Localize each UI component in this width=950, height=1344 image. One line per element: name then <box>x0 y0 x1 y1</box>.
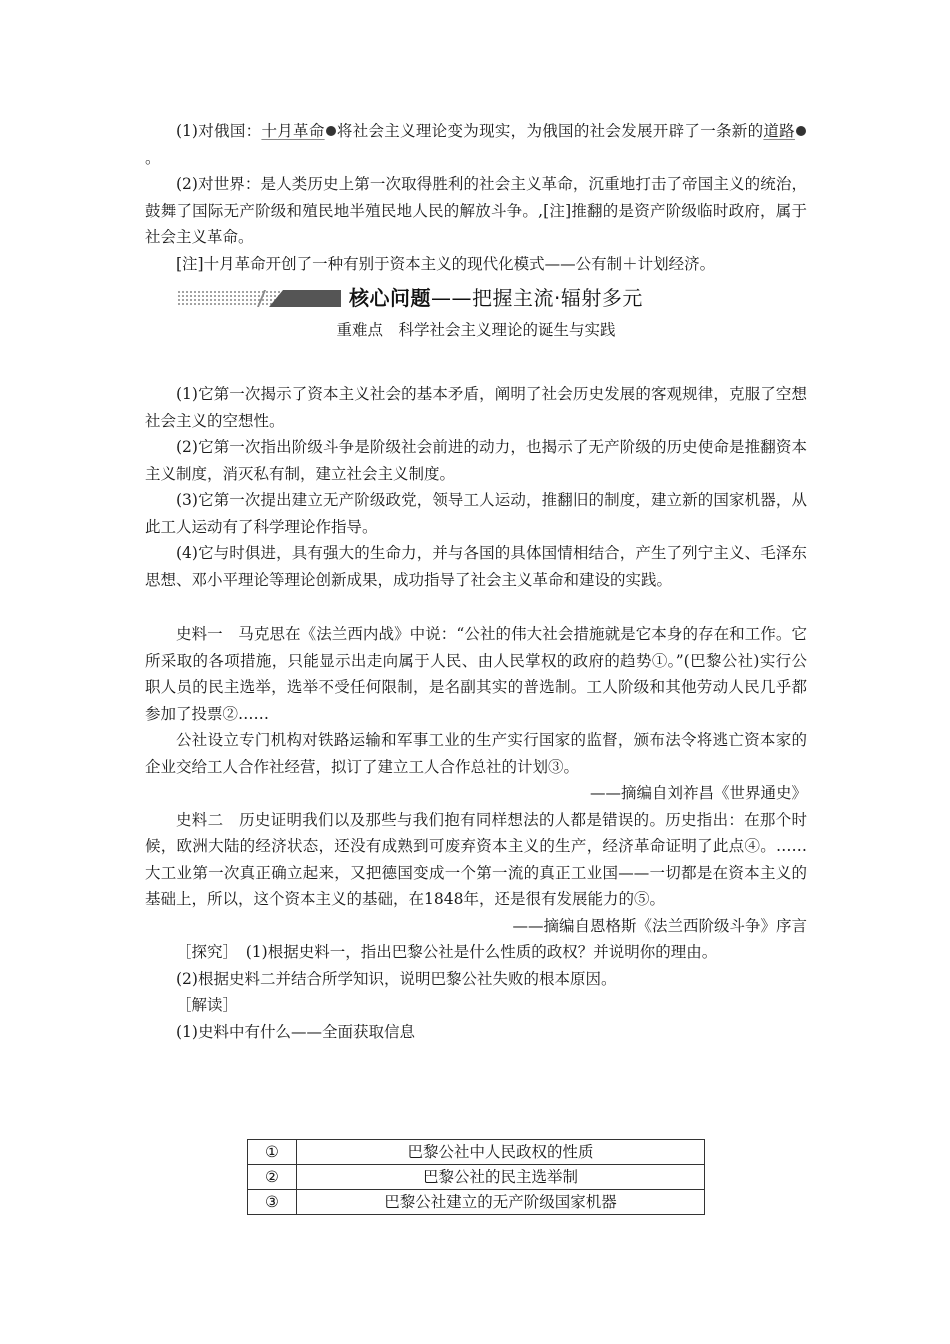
table-cell-num: ② <box>248 1165 297 1190</box>
point-3: (3)它第一次提出建立无产阶级政党，领导工人运动，推翻旧的制度，建立新的国家机器，从此工人运动有了科学理论作指导。 <box>145 491 807 536</box>
content-column <box>145 118 807 1045</box>
section-banner <box>145 281 807 315</box>
spacer <box>145 593 807 621</box>
table-cell-num: ③ <box>248 1190 297 1215</box>
table-row <box>248 1140 705 1165</box>
underlined-term: 十月革命 <box>261 122 325 140</box>
point-2: (2)它第一次指出阶级斗争是阶级社会前进的动力，也揭示了无产阶级的历史使命是推翻资本主义制度，消灭私有制，建立社会主义制度。 <box>145 438 807 483</box>
point-4: (4)它与时俱进，具有强大的生命力，并与各国的具体国情相结合，产生了列宁主义、毛泽东思想、邓小平理论等理论创新成果，成功指导了社会主义革命和建设的实践。 <box>145 544 807 589</box>
table-cell-text: 巴黎公社中人民政权的性质 <box>297 1140 705 1165</box>
section1-paragraph-2: (2)对世界：是人类历史上第一次取得胜利的社会主义革命，沉重地打击了帝国主义的统治，鼓舞了国际无产阶级和殖民地半殖民地人民的解放斗争。,[注]推翻的是资产阶级临时政府，属于社会主义革命。 <box>145 175 807 246</box>
source2-paragraph: 史料二 历史证明我们以及那些与我们抱有同样想法的人都是错误的。历史指出：在那个时候，欧洲大陆的经济状态，还没有成熟到可废弃资本主义的生产，经济革命证明了此点④。……大工业第一次真正确立起来，又把德国变成一个第一流的真正工业国——一切都是在资本主义的基础上，所以，这个资本主义的基础，在1848年，还是很有发展能力的⑤。 <box>145 810 807 908</box>
table-cell-text: 巴黎公社的民主选举制 <box>297 1165 705 1190</box>
p1-text: 将社会主义理论变为现实，为俄国的社会发展开辟了一条新的 <box>336 122 764 140</box>
annotation-marker-icon <box>326 126 336 136</box>
source1-paragraph-1: 史料一 马克思在《法兰西内战》中说：“公社的伟大社会措施就是它本身的存在和工作。它所采取的各项措施，只能显示出走向属于人民、由人民掌权的政府的趋势①。”(巴黎公社)实行公职人员的民主选举，选举不受任何限制，是名副其实的普选制。工人阶级和其他劳动人民几乎都参加了投票②…… <box>145 625 807 723</box>
info-table <box>247 1139 705 1215</box>
banner-title-rest: ——把握主流·辐射多元 <box>431 286 643 310</box>
point-1: (1)它第一次揭示了资本主义社会的基本矛盾，阐明了社会历史发展的客观规律，克服了空想社会主义的空想性。 <box>145 385 807 430</box>
table-row <box>248 1190 705 1215</box>
banner-title <box>349 282 643 314</box>
table-cell-text: 巴黎公社建立的无产阶级国家机器 <box>297 1190 705 1215</box>
banner-title-bold: 核心问题 <box>349 286 431 310</box>
explore-question-2: (2)根据史料二并结合所学知识，说明巴黎公社失败的根本原因。 <box>176 969 617 988</box>
source2-citation: ——摘编自恩格斯《法兰西阶级斗争》序言 <box>512 916 807 935</box>
section1-note: [注]十月革命开创了一种有别于资本主义的现代化模式——公有制＋计划经济。 <box>176 254 716 273</box>
table-cell-num: ① <box>248 1140 297 1165</box>
explore-question-1: ［探究］ (1)根据史料一，指出巴黎公社是什么性质的政权？并说明你的理由。 <box>176 943 718 961</box>
source1-citation: ——摘编自刘祚昌《世界通史》 <box>589 784 807 802</box>
p1-end: 。 <box>145 148 161 167</box>
section1-paragraph-1 <box>145 118 807 171</box>
banner-dots-decoration <box>177 290 282 307</box>
source1-paragraph-2: 公社设立专门机构对铁路运输和军事工业的生产实行国家的监督，颁布法令将逃亡资本家的企业交给工人合作社经营，拟订了建立工人合作总社的计划③。 <box>145 731 807 776</box>
subheading: 重难点 科学社会主义理论的诞生与实践 <box>336 321 616 339</box>
underlined-term-2: 道路 <box>763 122 795 140</box>
table-row <box>248 1165 705 1190</box>
interpretation-step-1: (1)史料中有什么——全面获取信息 <box>176 1022 415 1041</box>
interpretation-heading: ［解读］ <box>176 996 239 1014</box>
p1-label: (1)对俄国： <box>176 122 262 140</box>
annotation-marker-icon <box>796 126 806 136</box>
